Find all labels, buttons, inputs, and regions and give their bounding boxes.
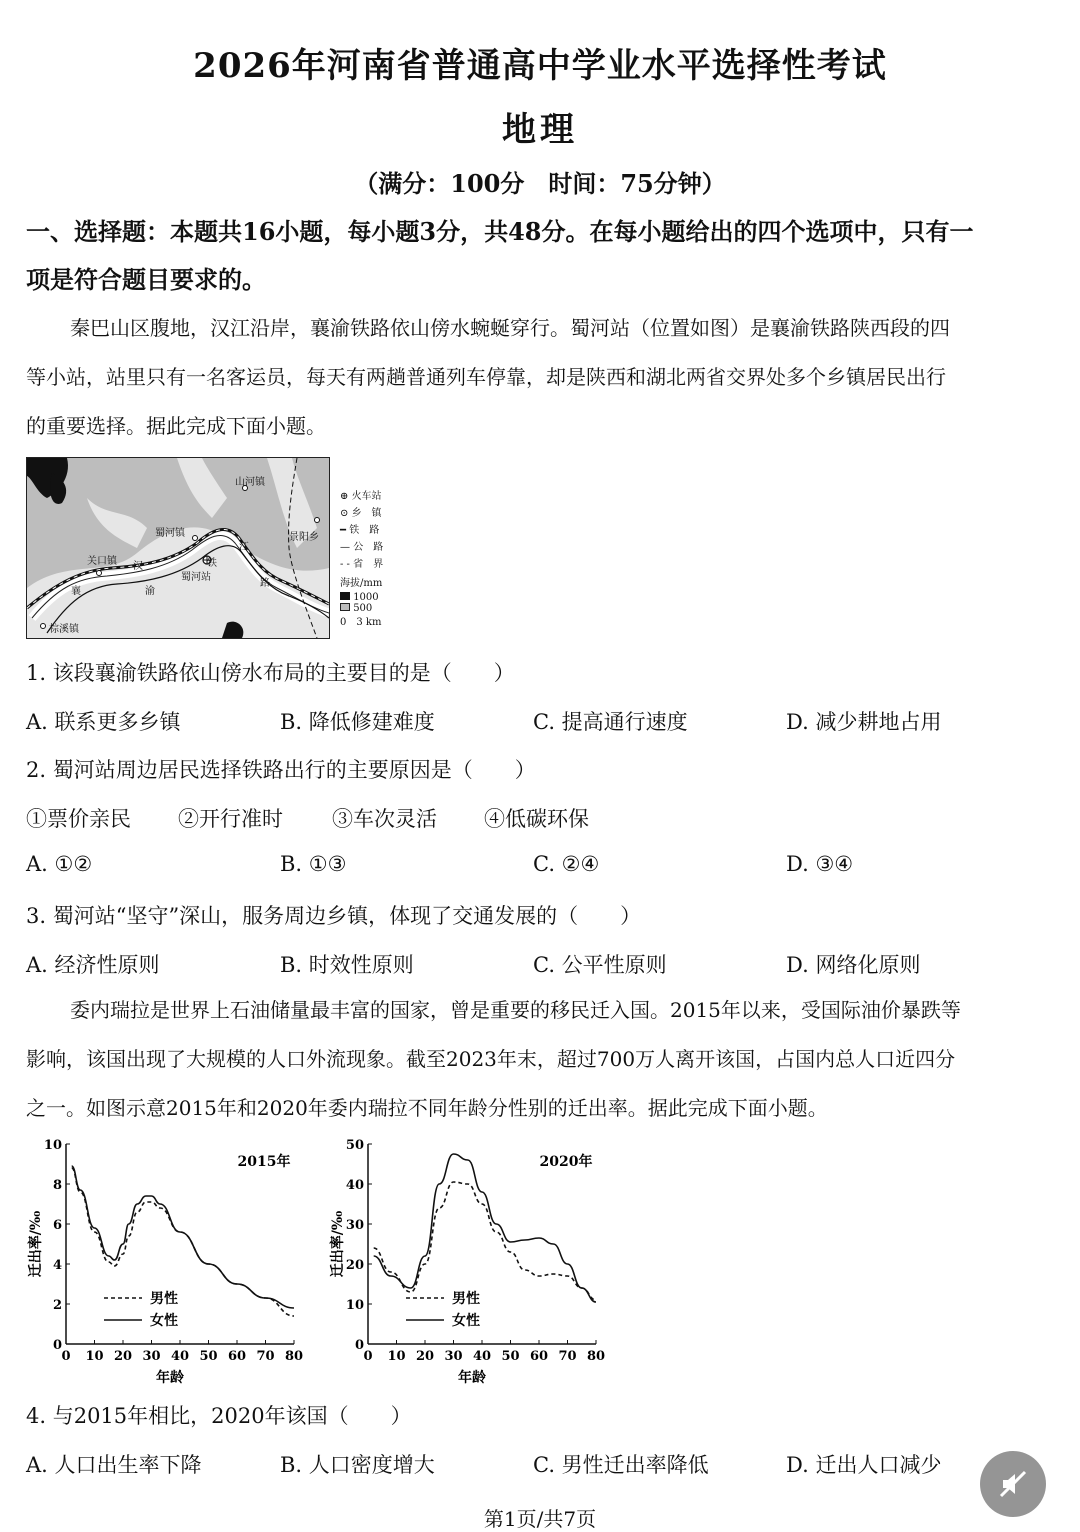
- y-tick-label: 40: [345, 1178, 364, 1193]
- q2-item-2: ②开行准时: [178, 807, 283, 831]
- section-heading-line1: 一、选择题：本题共16小题，每小题3分，共48分。在每小题给出的四个选项中，只有一: [26, 217, 974, 246]
- map-label-tie: 铁: [207, 558, 217, 569]
- q1-option-a[interactable]: A. 联系更多乡镇: [26, 710, 181, 734]
- passage-2-line: 影响，该国出现了大规模的人口外流现象。截至2023年末，超过700万人离开该国，占国内总人口近四分: [26, 1047, 956, 1071]
- legend-road: 公 路: [353, 542, 384, 553]
- legend-label: 女性: [150, 1313, 178, 1329]
- legend-elev-low: 500: [353, 603, 373, 614]
- page-number: 第1页/共7页: [483, 1507, 597, 1531]
- passage-2: [26, 986, 1056, 1133]
- chart-title: 2015年: [237, 1154, 291, 1170]
- section-heading-line2: 项是符合题目要求的。: [26, 265, 266, 294]
- question-3-stem: 3. 蜀河站“坚守”深山，服务周边乡镇，体现了交通发展的（ ）: [26, 904, 642, 928]
- passage-1-line: 等小站，站里只有一名客运员，每天有两趟普通列车停靠，却是陕西和湖北两省交界处多个乡镇居民出行: [26, 365, 946, 389]
- q2-option-a[interactable]: A. ①②: [26, 852, 93, 876]
- q2-item-3: ③车次灵活: [332, 807, 437, 831]
- x-axis-label: 年龄: [156, 1370, 184, 1386]
- x-tick-label: 80: [586, 1349, 606, 1364]
- q3-option-b[interactable]: B. 时效性原则: [280, 953, 414, 977]
- legend-railway: 铁 路: [349, 525, 380, 536]
- q4-option-c[interactable]: C. 男性迁出率降低: [533, 1453, 709, 1477]
- chart-title: 2020年: [539, 1154, 593, 1170]
- y-tick-label: 2: [52, 1298, 62, 1313]
- q3-option-c[interactable]: C. 公平性原则: [533, 953, 667, 977]
- series-line-male: [374, 1182, 596, 1300]
- passage-1-line: 秦巴山区腹地，汉江沿岸，襄渝铁路依山傍水蜿蜒穿行。蜀河站（位置如图）是襄渝铁路陕西段的四: [70, 316, 950, 340]
- x-tick-label: 30: [142, 1349, 161, 1364]
- x-tick-label: 20: [415, 1349, 435, 1364]
- y-tick-label: 8: [52, 1178, 62, 1193]
- legend-elevation-title: 海拔/mm: [340, 578, 383, 589]
- q4-option-d[interactable]: D. 迁出人口减少: [786, 1453, 942, 1477]
- x-tick-label: 40: [472, 1349, 492, 1364]
- x-tick-label: 0: [61, 1349, 71, 1364]
- y-tick-label: 6: [52, 1218, 62, 1233]
- y-tick-label: 4: [52, 1258, 62, 1273]
- q4-option-a[interactable]: A. 人口出生率下降: [26, 1453, 202, 1477]
- y-tick-label: 0: [354, 1338, 364, 1353]
- series-line-female: [72, 1166, 294, 1308]
- map-label-lu: 路: [260, 578, 270, 589]
- question-1-stem: 1. 该段襄渝铁路依山傍水布局的主要目的是（ ）: [26, 661, 515, 685]
- map-label-shanhe: 山河镇: [235, 477, 265, 488]
- y-tick-label: 30: [345, 1218, 364, 1233]
- legend-town: 乡 镇: [351, 508, 382, 519]
- y-tick-label: 10: [43, 1138, 62, 1153]
- x-tick-label: 80: [284, 1349, 304, 1364]
- x-tick-label: 10: [387, 1349, 406, 1364]
- y-tick-label: 0: [52, 1338, 62, 1353]
- map-graphic: [27, 458, 329, 638]
- exam-meta: （满分：100分 时间：75分钟）: [354, 169, 726, 198]
- x-tick-label: 60: [529, 1349, 549, 1364]
- q2-option-d[interactable]: D. ③④: [786, 852, 854, 876]
- q1-option-c[interactable]: C. 提高通行速度: [533, 710, 688, 734]
- question-4-stem: 4. 与2015年相比，2020年该国（ ）: [26, 1404, 412, 1428]
- passage-1: [26, 304, 1056, 451]
- legend-scale: 0 3 km: [340, 617, 382, 628]
- chart-2015: [20, 1132, 320, 1388]
- x-tick-label: 70: [558, 1349, 577, 1364]
- y-axis-label: 迁出率/%₀: [330, 1210, 346, 1278]
- map-label-shuhe-station: 蜀河站: [181, 572, 211, 583]
- series-line-male: [72, 1168, 294, 1316]
- x-tick-label: 0: [363, 1349, 373, 1364]
- x-tick-label: 50: [501, 1349, 520, 1364]
- y-tick-label: 50: [345, 1138, 364, 1153]
- x-tick-label: 50: [199, 1349, 218, 1364]
- map-label-xiang: 襄: [71, 586, 81, 597]
- q2-option-c[interactable]: C. ②④: [533, 852, 600, 876]
- map-label-han: 汉: [133, 561, 143, 572]
- x-tick-label: 30: [444, 1349, 463, 1364]
- y-axis-label: 迁出率/%₀: [28, 1210, 44, 1278]
- passage-1-line: 的重要选择。据此完成下面小题。: [26, 414, 326, 438]
- x-tick-label: 20: [113, 1349, 133, 1364]
- subject-title: 地理: [502, 110, 578, 150]
- x-tick-label: 40: [170, 1349, 190, 1364]
- map-label-yu: 渝: [145, 586, 155, 597]
- mute-icon: [997, 1468, 1029, 1500]
- question-2-stem: 2. 蜀河站周边居民选择铁路出行的主要原因是（ ）: [26, 758, 536, 782]
- map-label-jiang: 江: [239, 542, 249, 553]
- legend-border: 省 界: [353, 559, 384, 570]
- q4-option-b[interactable]: B. 人口密度增大: [280, 1453, 435, 1477]
- series-line-female: [374, 1154, 596, 1302]
- y-tick-label: 20: [345, 1258, 364, 1273]
- map-legend: ⊕ 火车站 ⊙ 乡 镇 ━ 铁 路 — 公 路 - - 省 界 海拔/mm 1000 500 0 3 km: [340, 488, 383, 631]
- q2-item-1: ①票价亲民: [26, 807, 131, 831]
- q2-option-b[interactable]: B. ①③: [280, 852, 347, 876]
- legend-elev-high: 1000: [353, 592, 379, 603]
- q3-option-a[interactable]: A. 经济性原则: [26, 953, 160, 977]
- q1-option-d[interactable]: D. 减少耕地占用: [786, 710, 942, 734]
- x-tick-label: 70: [256, 1349, 275, 1364]
- x-tick-label: 60: [227, 1349, 247, 1364]
- map-label-zongxi: 棕溪镇: [49, 624, 79, 635]
- chart-2020: [322, 1132, 622, 1388]
- map-label-jingyang: 景阳乡: [289, 532, 319, 543]
- railway-map: [26, 457, 330, 639]
- legend-station: 火车站: [351, 491, 382, 502]
- legend-label: 男性: [452, 1291, 480, 1307]
- q1-option-b[interactable]: B. 降低修建难度: [280, 710, 435, 734]
- passage-2-line: 委内瑞拉是世界上石油储量最丰富的国家，曾是重要的移民迁入国。2015年以来，受国际油价暴跌等: [70, 998, 961, 1022]
- q2-item-4: ④低碳环保: [484, 807, 589, 831]
- exam-title: 2026年河南省普通高中学业水平选择性考试: [193, 46, 887, 86]
- mute-button[interactable]: [980, 1451, 1046, 1517]
- q3-option-d[interactable]: D. 网络化原则: [786, 953, 921, 977]
- x-axis-label: 年龄: [458, 1370, 486, 1386]
- y-tick-label: 10: [345, 1298, 364, 1313]
- legend-label: 男性: [150, 1291, 178, 1307]
- map-label-shuhe-town: 蜀河镇: [155, 528, 185, 539]
- x-tick-label: 10: [85, 1349, 104, 1364]
- map-label-guankou: 关口镇: [87, 556, 117, 567]
- section-heading: [26, 208, 1056, 304]
- legend-label: 女性: [452, 1313, 480, 1329]
- passage-2-line: 之一。如图示意2015年和2020年委内瑞拉不同年龄分性别的迁出率。据此完成下面小题。: [26, 1096, 828, 1120]
